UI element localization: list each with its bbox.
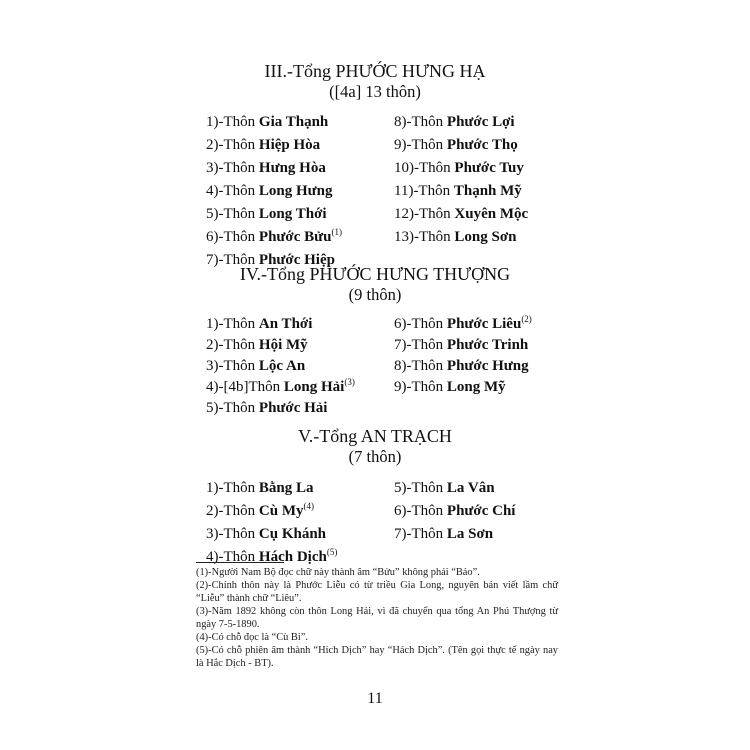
village-item: 11)-Thôn Thạnh Mỹ [394, 183, 522, 199]
village-item: 3)-Thôn Hưng Hòa [206, 160, 326, 176]
village-name: Phước Thọ [446, 137, 518, 153]
village-column-right [394, 477, 515, 546]
village-item: 10)-Thôn Phước Tuy [394, 160, 524, 176]
village-item: 4)-[4b]Thôn Long Hải$^{(3)}$ [206, 377, 355, 395]
footnote-ref: (4) [303, 501, 314, 511]
village-name: Long Thới [258, 206, 327, 222]
section-title: III.-Tổng PHƯỚC HƯNG HẠ [264, 61, 486, 81]
section-phuoc-hung-thuong [0, 263, 750, 416]
village-name: Phước Bửu [258, 229, 332, 245]
section-subtitle: (7 thôn) [348, 447, 402, 466]
village-name: Lộc An [258, 358, 306, 374]
page-number: 11 [367, 690, 383, 707]
village-name: Thạnh Mỹ [453, 183, 522, 199]
village-item: 4)-Thôn Hách Dịch$^{(5)}$ [206, 547, 338, 565]
village-name: Hiệp Hòa [258, 137, 321, 153]
footnote-ref: (3) [344, 377, 355, 387]
village-item: 8)-Thôn Phước Hưng [394, 358, 529, 374]
footnote-ref: (5) [326, 547, 338, 557]
village-name: Long Mỹ [446, 379, 506, 395]
village-item: 5)-Thôn Long Thới [206, 206, 327, 222]
village-column-left [206, 314, 355, 419]
village-item: 2)-Thôn Hội Mỹ [206, 337, 308, 353]
village-item: 7)-Thôn La Sơn [394, 526, 494, 542]
village-item: 4)-Thôn Long Hưng [206, 183, 333, 199]
footnote-divider [196, 562, 284, 563]
village-name: La Vân [446, 480, 495, 496]
section-subtitle: ([4a] 13 thôn) [329, 82, 421, 101]
village-item: 12)-Thôn Xuyên Mộc [394, 206, 529, 222]
village-item: 2)-Thôn Hiệp Hòa [206, 137, 321, 153]
village-name: Gia Thạnh [258, 114, 329, 130]
village-item: 3)-Thôn Cụ Khánh [206, 526, 327, 542]
village-name: Hưng Hòa [258, 160, 326, 176]
village-name: Hách Dịch [258, 549, 327, 565]
village-name: Phước Chí [446, 503, 516, 519]
village-name: Hội Mỹ [258, 337, 308, 353]
village-name: Phước Liêu [446, 316, 522, 332]
village-item: 1)-Thôn Bằng La [206, 480, 314, 496]
footnote: (1)-Người Nam Bộ đọc chữ này thành âm “Bửu” không phải “Bảo”. [196, 567, 480, 578]
village-item: 2)-Thôn Cù My$^{(4)}$ [206, 501, 314, 519]
village-name: Long Sơn [454, 229, 517, 245]
village-item: 6)-Thôn Phước Chí [394, 503, 516, 519]
village-name: Cù My [258, 503, 304, 519]
village-name: Long Hải [283, 379, 345, 395]
village-column-right [394, 111, 528, 249]
village-name: La Sơn [446, 526, 494, 542]
village-item: 7)-Thôn Phước Hiệp [206, 252, 335, 268]
section-title: IV.-Tổng PHƯỚC HƯNG THƯỢNG [239, 264, 511, 284]
village-column-left [206, 477, 337, 569]
village-item: 5)-Thôn La Vân [394, 480, 495, 496]
village-item: 6)-Thôn Phước Bửu$^{(1)}$ [206, 227, 342, 245]
village-name: Bằng La [258, 480, 314, 496]
footnote: (3)-Năm 1892 không còn thôn Long Hải, vì đã chuyển qua tổng An Phú Thượng từ ngày 7-5-1890. [196, 606, 558, 630]
village-column-left [206, 111, 342, 272]
village-name: Phước Tuy [454, 160, 524, 176]
footnote-ref: (2) [521, 314, 532, 324]
village-item: 3)-Thôn Lộc An [206, 358, 306, 374]
village-item: 9)-Thôn Long Mỹ [394, 379, 506, 395]
section-an-trach [0, 425, 750, 565]
village-item: 7)-Thôn Phước Trinh [394, 337, 529, 353]
footnote: (4)-Có chỗ đọc là “Cù Bi”. [196, 632, 308, 643]
village-item: 1)-Thôn Gia Thạnh [206, 114, 329, 130]
village-name: Phước Hiệp [258, 252, 335, 268]
footnotes [196, 566, 558, 670]
village-item: 1)-Thôn An Thới [206, 316, 313, 332]
village-name: Xuyên Mộc [454, 206, 529, 222]
village-item: 6)-Thôn Phước Liêu$^{(2)}$ [394, 314, 532, 332]
footnote: (2)-Chính thôn này là Phước Liễu có từ triều Gia Long, nguyên bản viết lầm chữ “Liễu” thành chữ “Liêu”. [196, 580, 558, 604]
village-name: Phước Hưng [446, 358, 529, 374]
village-item: 13)-Thôn Long Sơn [394, 229, 517, 245]
village-name: Phước Lợi [446, 114, 515, 130]
village-item: 8)-Thôn Phước Lợi [394, 114, 515, 130]
footnote: (5)-Có chỗ phiên âm thành “Hích Dịch” hay “Hách Dịch”. (Tên gọi thực tế ngày nay là Hắc Dịch - BT). [196, 645, 558, 669]
village-name: Phước Hải [258, 400, 328, 416]
village-name: An Thới [258, 316, 313, 332]
village-name: Phước Trinh [446, 337, 529, 353]
section-title: V.-Tổng AN TRẠCH [298, 426, 452, 446]
village-item: 9)-Thôn Phước Thọ [394, 137, 518, 153]
village-name: Cụ Khánh [258, 526, 327, 542]
village-name: Long Hưng [258, 183, 333, 199]
footnote-ref: (1) [331, 227, 342, 237]
village-column-right [394, 314, 532, 398]
section-phuoc-hung-ha [0, 60, 750, 268]
village-item: 5)-Thôn Phước Hải [206, 400, 328, 416]
section-subtitle: (9 thôn) [348, 285, 402, 304]
